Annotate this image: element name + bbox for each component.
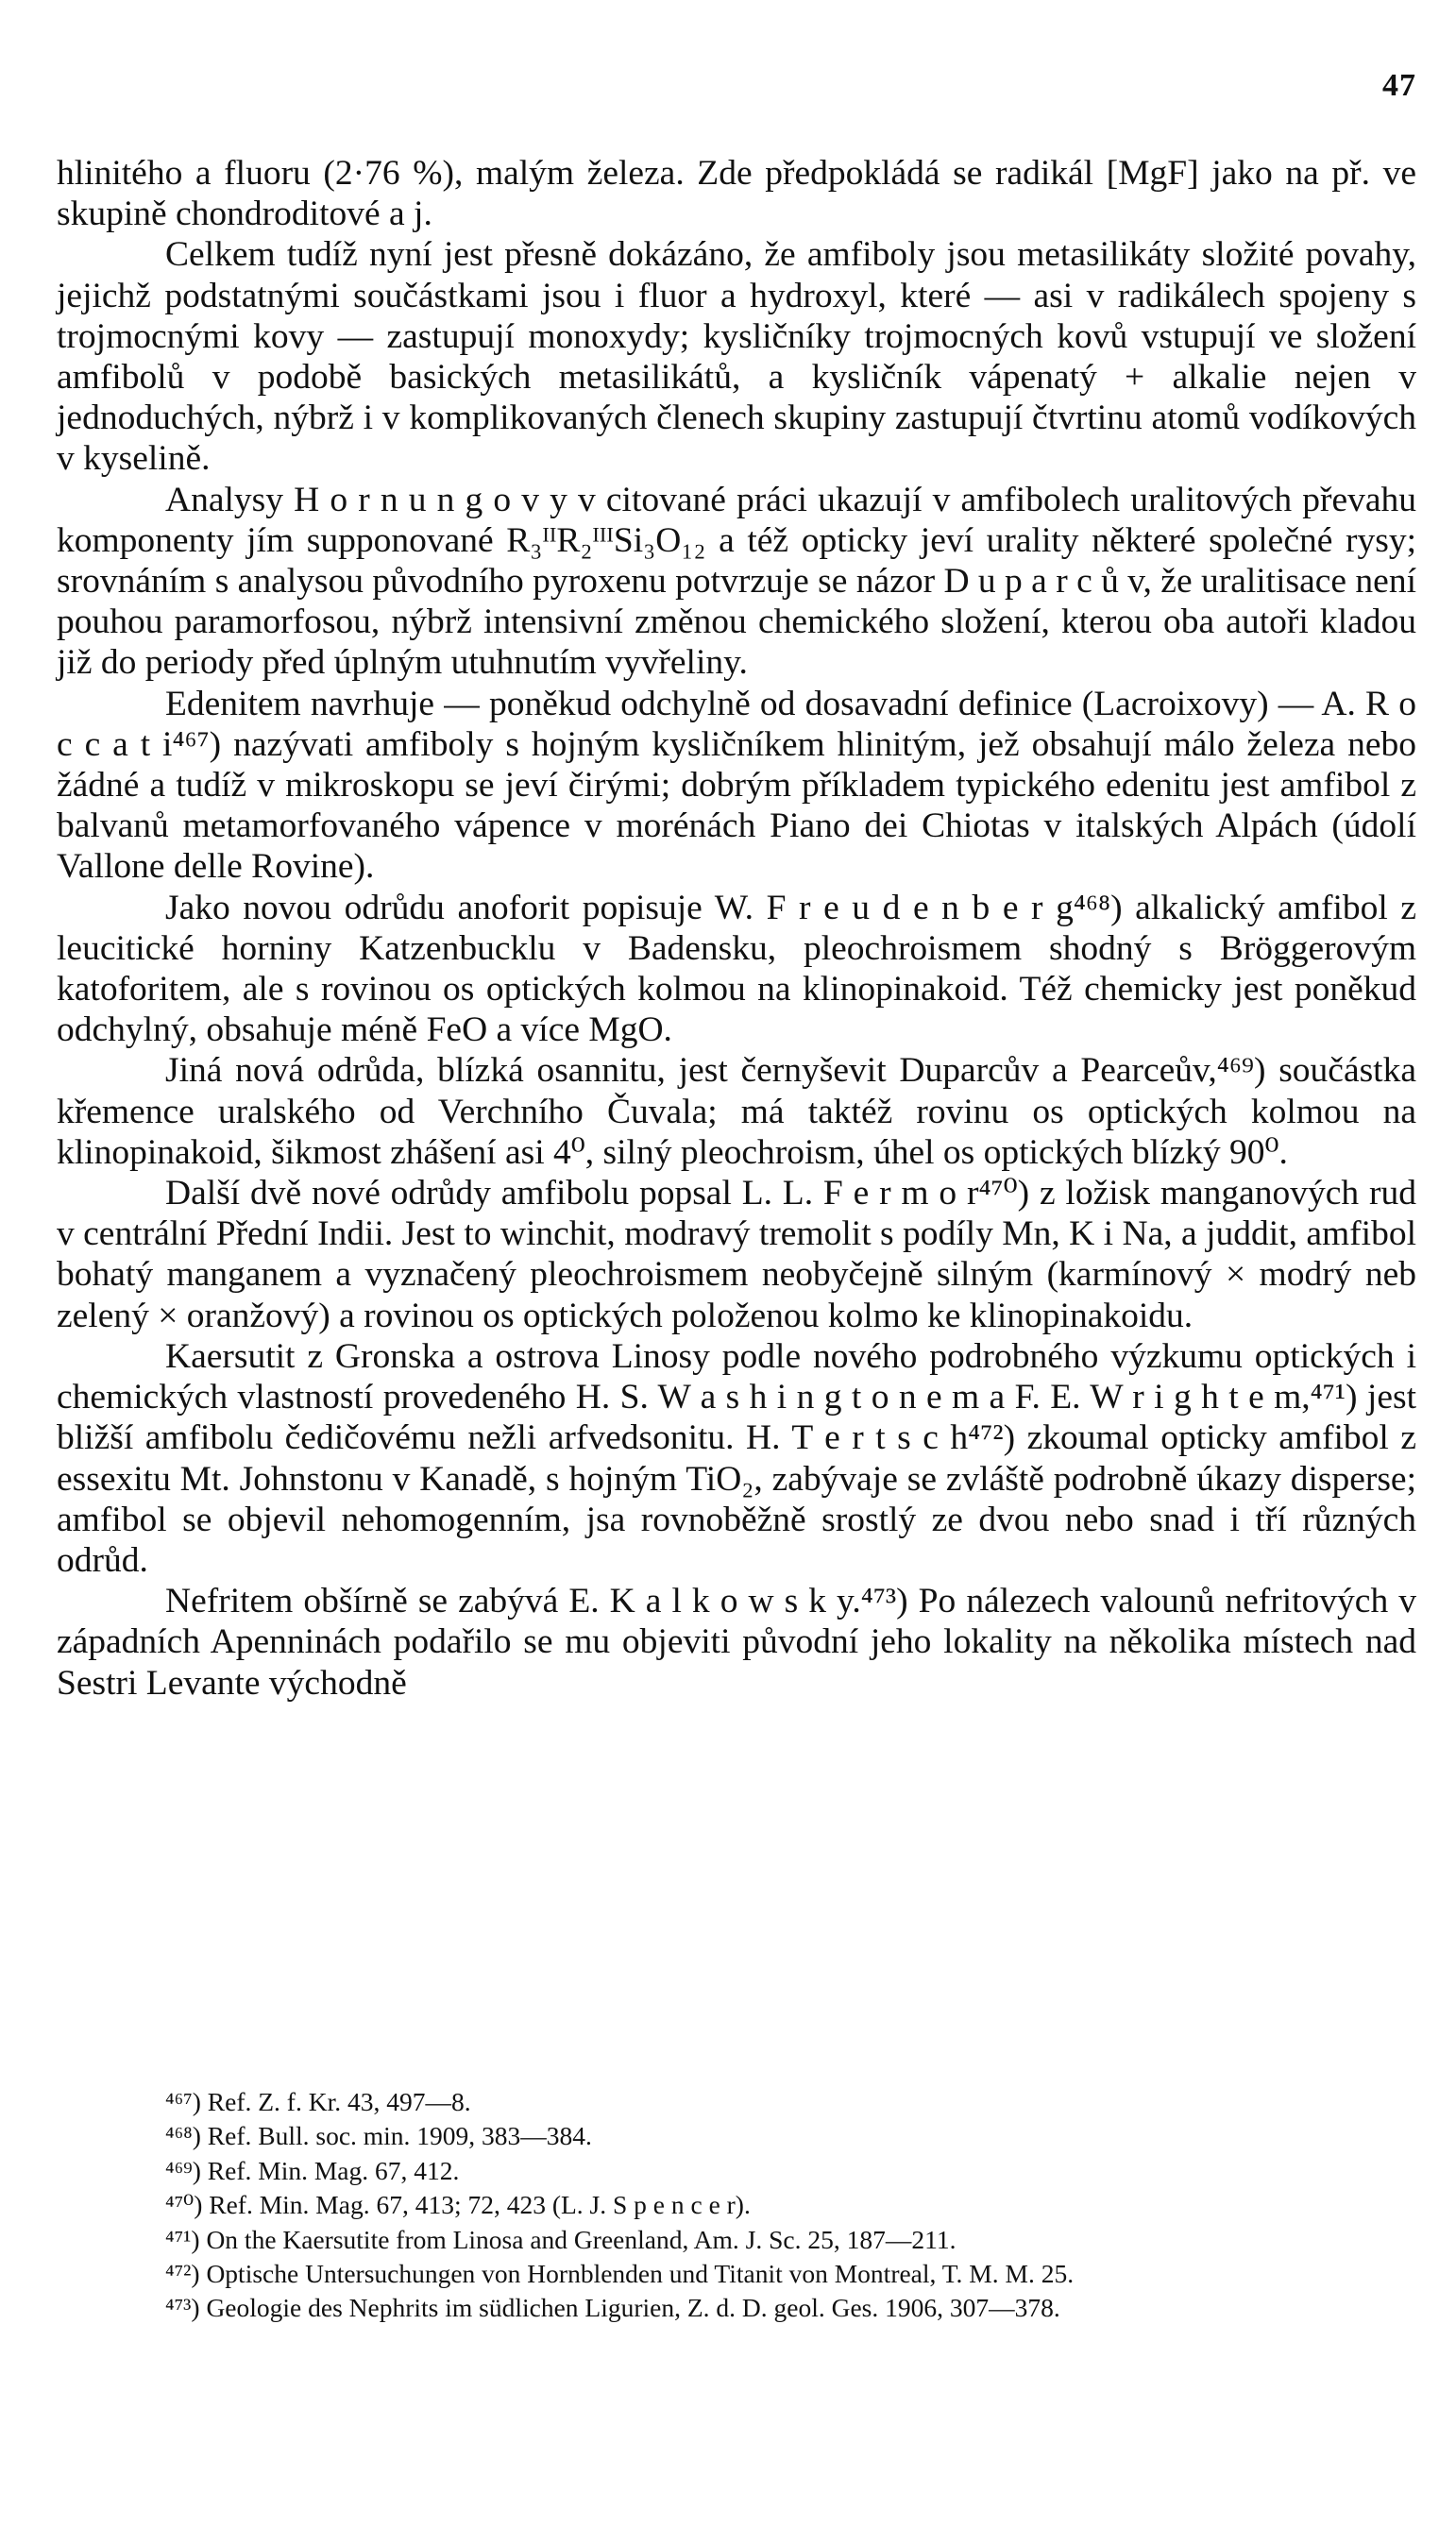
footnote: ⁴⁶⁷) Ref. Z. f. Kr. 43, 497—8. [165,2087,471,2116]
footnotes [57,2085,1416,2326]
paragraph: Jiná nová odrůda, blízká osannitu, jest černyševit Duparcův a Pearceův,⁴⁶⁹) součástka křemence uralského od Verchního Čuvala; má taktéž rovinu os optických kolmou na klinopinakoid, šikmost zhášení asi 4⁰, silný pleochroism, úhel os optických blízký 90⁰. [57,1051,1416,1172]
paragraph: Nefritem obšírně se zabývá E. K a l k o w s k y.⁴⁷³) Po nálezech valounů nefritových v západních Apenninách podařilo se mu objeviti původní jeho lokality na několika místech nad Sestri Levante východně [57,1582,1416,1703]
footnote: ⁴⁷⁰) Ref. Min. Mag. 67, 413; 72, 423 (L. J. S p e n c e r). [165,2190,751,2220]
footnote: ⁴⁷³) Geologie des Nephrits im südlichen Ligurien, Z. d. D. geol. Ges. 1906, 307—378. [165,2293,1060,2323]
footnote: ⁴⁷¹) On the Kaersutite from Linosa and Greenland, Am. J. Sc. 25, 187—211. [165,2224,957,2254]
paragraph: Další dvě nové odrůdy amfibolu popsal L. L. F e r m o r⁴⁷⁰) z ložisk manganových rud v centrální Přední Indii. Jest to winchit, modravý tremolit s podíly Mn, K i Na, a juddit, amfibol bohatý manganem a vyznačený pleochroismem neobyčejně silným (karmínový × modrý neb zelený × oranžový) a rovinou os optických položenou kolmo ke klinopinakoidu. [57,1174,1416,1335]
paragraph: Celkem tudíž nyní jest přesně dokázáno, že amfiboly jsou metasilikáty složité povahy, jejichž podstatnými součástkami jsou i fluor a hydroxyl, které — asi v radikálech spojeny s trojmocnými kovy — zastupují monoxydy; kysličníky trojmocných kovů vstupují ve složení amfibolů v podobě basických metasilikátů, a kysličník vápenatý + alkalie nejen v jednoduchých, nýbrž i v komplikovaných členech skupiny zastupují čtvrtinu atomů vodíkových v kyselině. [57,235,1416,479]
body-text [57,153,1416,1704]
paragraph: Jako novou odrůdu anoforit popisuje W. F r e u d e n b e r g⁴⁶⁸) alkalický amfibol z leucitické horniny Katzenbucklu v Badensku, pleochroismem shodný s Bröggerovým katoforitem, ale s rovinou os optických kolmou na klinopinakoid. Též chemicky jest poněkud odchylný, obsahuje méně FeO a více MgO. [57,888,1416,1050]
document-page [57,0,1416,2528]
paragraph: hlinitého a fluoru (2·76 %), malým železa. Zde předpokládá se radikál [MgF] jako na př. ve skupině chondroditové a j. [57,154,1416,234]
footnote: ⁴⁶⁹) Ref. Min. Mag. 67, 412. [165,2155,460,2185]
paragraph: Analysy H o r n u n g o v y v citované práci ukazují v amfibolech uralitových převahu komponenty jím supponované R₃ᴵᴵR₂ᴵᴵᴵSi₃O₁₂ a též opticky jeví urality některé společné rysy; srovnáním s analysou původního pyroxenu potvrzuje se názor D u p a r c ů v, že uralitisace není pouhou paramorfosou, nýbrž intensivní změnou chemického složení, kterou oba autoři kladou již do periody před úplným utuhnutím vyvřeliny. [57,480,1416,683]
page-number: 47 [1382,68,1416,103]
paragraph: Kaersutit z Gronska a ostrova Linosy podle nového podrobného výzkumu optických i chemických vlastností provedeného H. S. W a s h i n g t o n e m a F. E. W r i g h t e m,⁴⁷¹) jest bližší amfibolu čedičovému nežli arfvedsonitu. H. T e r t s c h⁴⁷²) zkoumal opticky amfibol z essexitu Mt. Johnstonu v Kanadě, s hojným TiO₂, zabývaje se zvláště podrobně úkazy disperse; amfibol se objevil nehomogenním, jsa rovnoběžně srostlý ze dvou nebo snad i tří různých odrůd. [57,1336,1416,1580]
footnote: ⁴⁶⁸) Ref. Bull. soc. min. 1909, 383—384. [165,2121,592,2151]
footnote: ⁴⁷²) Optische Untersuchungen von Hornblenden und Titanit von Montreal, T. M. M. 25. [165,2259,1075,2289]
paragraph: Edenitem navrhuje — poněkud odchylně od dosavadní definice (Lacroixovy) — A. R o c c a t i⁴⁶⁷) nazývati amfiboly s hojným kysličníkem hlinitým, jež obsahují málo železa nebo žádné a tudíž v mikroskopu se jeví čirými; dobrým příkladem typického edenitu jest amfibol z balvanů metamorfovaného vápence v morénách Piano dei Chiotas v italských Alpách (údolí Vallone delle Rovine). [57,684,1416,887]
